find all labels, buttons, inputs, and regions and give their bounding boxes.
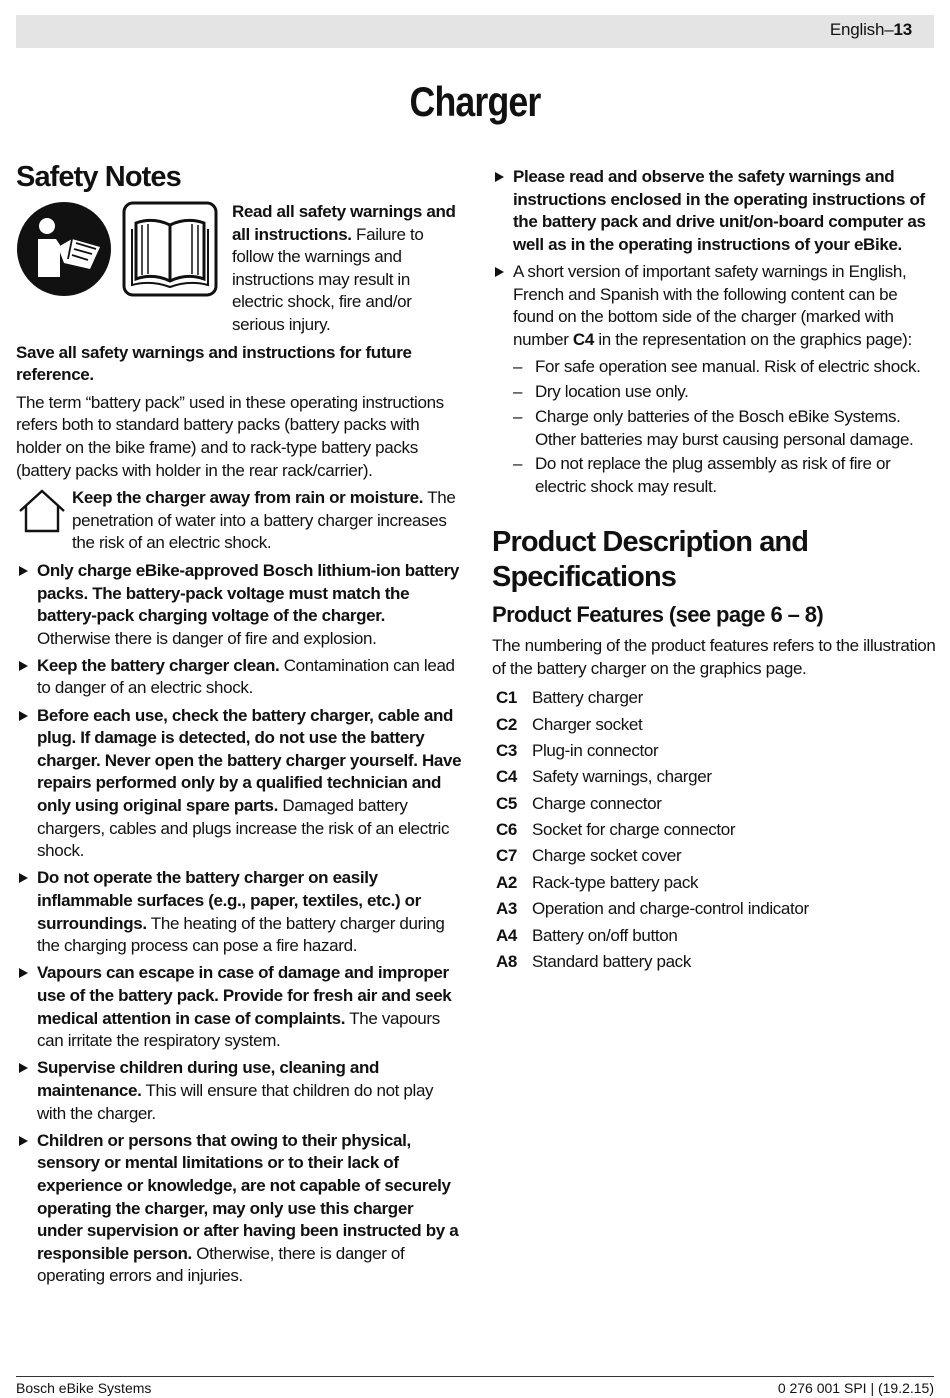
footer-publisher: Bosch eBike Systems <box>16 1380 152 1396</box>
triangle-bullet-icon <box>19 1063 28 1073</box>
item-bold: Before each use, check the battery charger, cable and plug. If damage is detected, do not use the battery charger. Never open the battery charger yourself. Have repairs performed only by a qualified technician and only using original spare parts. <box>37 705 462 816</box>
product-features-heading: Product Features (see page 6 – 8) <box>492 602 824 628</box>
feature-label: Charge connector <box>532 793 662 813</box>
item-text: This will ensure that children do not play with the charger. <box>37 1080 434 1123</box>
intro-normal: Failure to follow the warnings and instructions may result in electric shock, fire and/or serious injury. <box>232 224 424 334</box>
list-item <box>16 962 462 1052</box>
dash-bullet: – <box>513 454 523 474</box>
feature-row <box>492 949 936 975</box>
feature-code: C6 <box>496 820 518 840</box>
page-header <box>830 20 912 40</box>
item-bold: Children or persons that owing to their physical, sensory or mental limitations or to their lack of experience or knowledge, are not capable of securely operating the charger, may only use this charger under supervision or after having been instructed by a responsible person. <box>37 1130 459 1263</box>
feature-label: Charger socket <box>532 714 643 734</box>
feature-code: C4 <box>496 767 518 787</box>
left-column <box>16 160 462 1292</box>
dash-item <box>513 406 936 451</box>
item-text: Otherwise, there is danger of operating errors and injuries. <box>37 1243 405 1286</box>
item-text: The heating of the battery charger during the charging process can pose a fire hazard. <box>37 913 445 956</box>
feature-label: Battery on/off button <box>532 925 678 945</box>
safety-intro <box>16 201 462 337</box>
product-description-heading: Product Description and Specifications <box>492 526 809 594</box>
feature-code: C2 <box>496 714 518 734</box>
intro-bold: Read all safety warnings and all instructions. <box>232 202 456 244</box>
label-warnings-list <box>492 356 936 499</box>
item-text: The vapours can irritate the respiratory system. <box>37 1008 440 1051</box>
list-item <box>492 166 936 256</box>
triangle-bullet-icon <box>19 711 28 721</box>
feature-label: Safety warnings, charger <box>532 767 712 787</box>
short-version-text-b: in the representation on the graphics page): <box>593 329 912 349</box>
feature-code: C1 <box>496 688 518 708</box>
item-text: Otherwise there is danger of fire and explosion. <box>37 628 377 648</box>
triangle-bullet-icon <box>19 1136 28 1146</box>
triangle-bullet-icon <box>19 566 28 576</box>
footer-divider <box>16 1376 934 1377</box>
item-text: Contamination can lead to danger of an electric shock. <box>37 655 455 698</box>
feature-code: A4 <box>496 925 518 945</box>
rain-warning-bold: Keep the charger away from rain or moisture. <box>72 488 424 508</box>
item-bold: Do not operate the battery charger on easily inflammable surfaces (e.g., paper, textiles, etc.) or surroundings. <box>37 868 421 933</box>
feature-code: A3 <box>496 899 518 919</box>
feature-row <box>492 923 936 949</box>
feature-label: Battery charger <box>532 688 643 708</box>
right-safety-list <box>492 166 936 351</box>
feature-label: Charge socket cover <box>532 846 682 866</box>
feature-code: A2 <box>496 872 518 892</box>
item-bold: Keep the battery charger clean. <box>37 655 280 675</box>
header-page-number: 13 <box>893 20 912 39</box>
list-item <box>16 867 462 957</box>
dash-item <box>513 381 936 404</box>
dash-bullet: – <box>513 406 523 426</box>
item-bold: Please read and observe the safety warnings and instructions enclosed in the operating instructions of the battery pack and drive unit/on-board computer as well as in the operating instructions of your eBike. <box>513 167 926 254</box>
dash-item-text: For safe operation see manual. Risk of electric shock. <box>535 356 921 376</box>
triangle-bullet-icon <box>19 661 28 671</box>
intro-text <box>232 201 462 337</box>
dash-bullet: – <box>513 356 523 376</box>
triangle-bullet-icon <box>19 968 28 978</box>
header-bar <box>16 15 934 48</box>
list-item <box>16 705 462 863</box>
feature-row <box>492 685 936 711</box>
list-item <box>16 655 462 700</box>
list-item <box>16 560 462 650</box>
open-book-icon <box>122 201 218 297</box>
item-bold: Only charge eBike-approved Bosch lithium-ion battery packs. The battery-pack voltage must match the battery-pack charging voltage of the charger. <box>37 560 459 626</box>
triangle-bullet-icon <box>495 172 504 182</box>
feature-code: A8 <box>496 952 518 972</box>
item-bold: Supervise children during use, cleaning and maintenance. <box>37 1058 380 1100</box>
short-version-code: C4 <box>572 329 594 349</box>
feature-row <box>492 844 936 870</box>
feature-code: C7 <box>496 846 518 866</box>
feature-label: Operation and charge-control indicator <box>532 899 809 919</box>
feature-label: Socket for charge connector <box>532 820 736 840</box>
short-version-item <box>492 261 936 351</box>
feature-label: Standard battery pack <box>532 952 691 972</box>
dash-item-text: Do not replace the plug assembly as risk of fire or electric shock may result. <box>535 454 891 497</box>
page-title: Charger <box>409 78 541 125</box>
feature-row <box>492 870 936 896</box>
item-text: Damaged battery chargers, cables and plugs increase the risk of an electric shock. <box>37 796 450 861</box>
feature-code: C5 <box>496 793 518 813</box>
feature-label: Rack-type battery pack <box>532 872 699 892</box>
left-safety-list <box>16 560 462 1288</box>
dash-bullet: – <box>513 381 523 401</box>
features-list <box>492 685 936 975</box>
feature-row <box>492 817 936 843</box>
read-manual-person-icon <box>16 201 112 297</box>
section-spacer <box>492 501 936 525</box>
triangle-bullet-icon <box>495 267 504 277</box>
feature-code: C3 <box>496 740 518 760</box>
features-intro: The numbering of the product features refers to the illustration of the battery charger on the graphics page. <box>492 636 936 678</box>
list-item <box>16 1057 462 1125</box>
right-column <box>492 166 936 976</box>
short-version-text-a: A short version of important safety warnings in English, French and Spanish with the following content can be found on the bottom side of the charger (marked with number <box>513 261 907 349</box>
item-bold: Vapours can escape in case of damage and improper use of the battery pack. Provide for fresh air and seek medical attention in case of complaints. <box>37 963 452 1028</box>
dash-item <box>513 453 936 498</box>
feature-row <box>492 896 936 922</box>
feature-row <box>492 712 936 738</box>
header-language: English <box>829 20 885 39</box>
footer-doc-number: 0 276 001 SPI | (19.2.15) <box>777 1380 934 1396</box>
feature-label: Plug-in connector <box>532 740 659 760</box>
feature-row <box>492 764 936 790</box>
triangle-bullet-icon <box>19 873 28 883</box>
rain-warning-text <box>72 487 462 555</box>
safety-notes-heading: Safety Notes <box>16 161 181 193</box>
feature-row <box>492 791 936 817</box>
dash-item-text: Dry location use only. <box>535 381 689 401</box>
house-icon <box>16 487 68 535</box>
header-dash: – <box>884 20 894 39</box>
rain-warning <box>16 487 462 555</box>
dash-item <box>513 356 936 379</box>
dash-item-text: Charge only batteries of the Bosch eBike Systems. Other batteries may burst causing personal damage. <box>535 406 914 449</box>
feature-row <box>492 738 936 764</box>
save-note: Save all safety warnings and instructions for future reference. <box>16 342 412 385</box>
rain-warning-normal: The penetration of water into a battery charger increases the risk of an electric shock. <box>72 488 456 553</box>
list-item <box>16 1130 462 1288</box>
battery-term-paragraph: The term “battery pack” used in these operating instructions refers both to standard battery packs (battery packs with holder on the bike frame) and to rack-type battery packs (battery packs with holder in the rear rack/carrier). <box>16 392 444 480</box>
